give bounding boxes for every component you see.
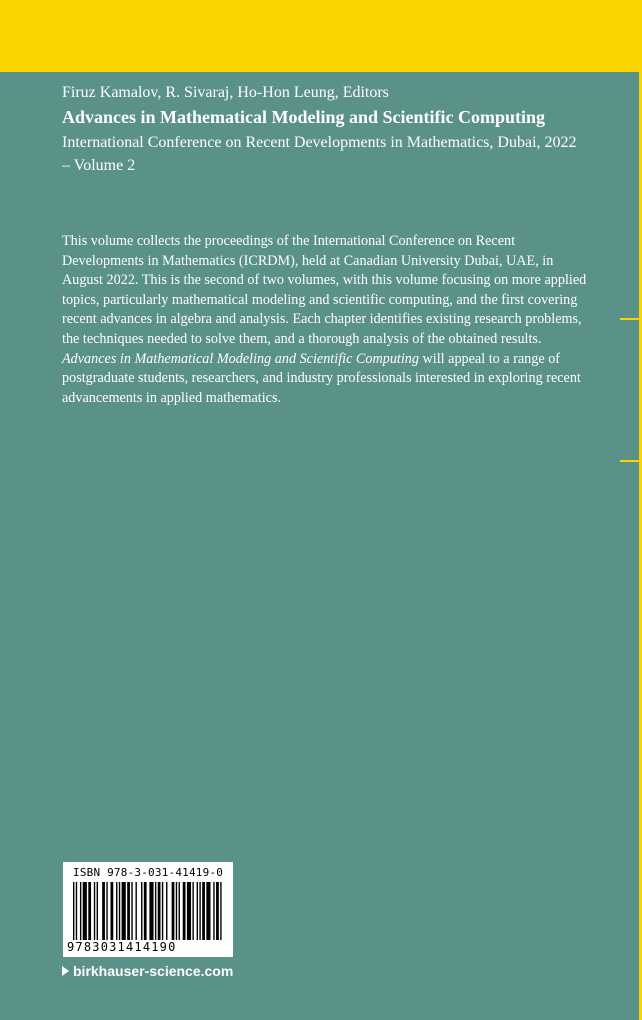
arrow-icon [62, 966, 69, 976]
barcode-number: 9783031414190 [67, 940, 177, 954]
barcode-bars [73, 882, 223, 940]
editors-line: Firuz Kamalov, R. Sivaraj, Ho-Hon Leung, Editors [62, 84, 389, 101]
description-text [62, 232, 592, 408]
edge-tick-lower [620, 460, 642, 462]
book-title: Advances in Mathematical Modeling and Scientific Computing [62, 107, 546, 127]
top-color-band [0, 0, 642, 72]
publisher-url: birkhauser-science.com [73, 963, 234, 979]
isbn-label: ISBN 978-3-031-41419-0 [73, 866, 224, 879]
publisher-link[interactable] [62, 963, 233, 979]
edge-tick-upper [620, 318, 642, 320]
cover-header [62, 82, 582, 177]
book-subtitle: International Conference on Recent Developments in Mathematics, Dubai, 2022 – Volume 2 [62, 134, 577, 174]
description-part-1: This volume collects the proceedings of the International Conference on Recent Developments in Mathematics (ICRDM), held at Canadian University Dubai, UAE, in August 2022. This is the second of two volumes, with this volume focusing on more applied topics, particularly mathematical modeling and scientific computing, and the first covering recent advances in algebra and analysis. Each chapter identifies existing research problems, the techniques needed to solve them, and a thorough analysis of the obtained results. [62, 233, 587, 347]
description-italic-title: Advances in Mathematical Modeling and Scientific Computing [62, 350, 419, 367]
description-part-2: will appeal to a range of postgraduate students, researchers, and industry professionals interested in exploring recent advancements in applied mathematics. [62, 350, 581, 406]
barcode [63, 862, 233, 957]
